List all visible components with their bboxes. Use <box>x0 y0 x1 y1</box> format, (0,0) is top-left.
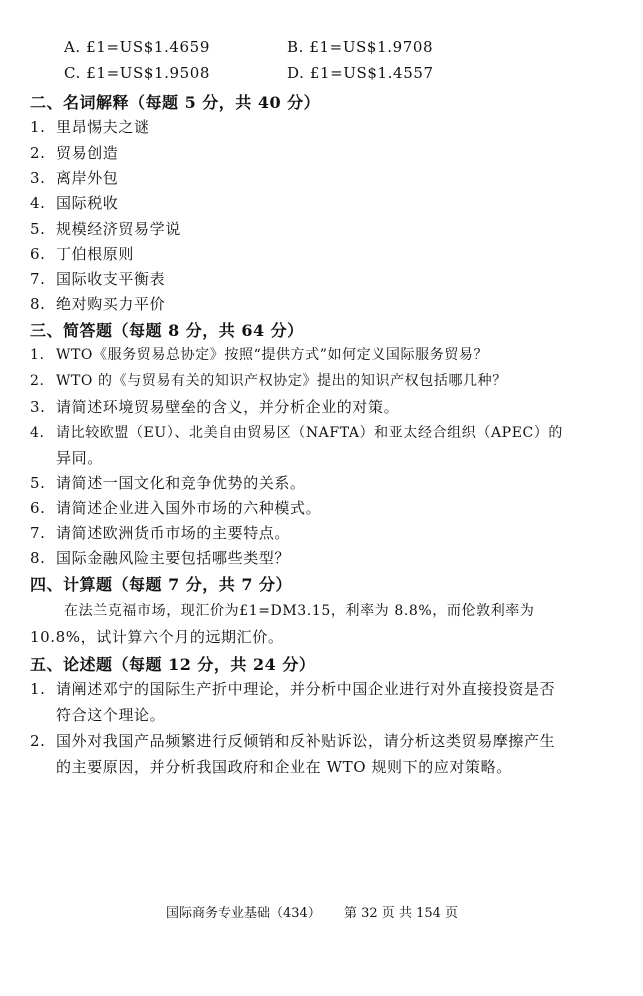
list-item: 1. WTO《服务贸易总协定》按照“提供方式”如何定义国际服务贸易？ <box>30 347 489 363</box>
choice-d: D. £1=US$1.4557 <box>287 64 434 82</box>
list-item: 8. 国际金融风险主要包括哪些类型？ <box>30 549 291 567</box>
list-item: 2. 贸易创造 <box>30 144 119 162</box>
list-item: 2. WTO 的《与贸易有关的知识产权协定》提出的知识产权包括哪几种？ <box>30 373 507 389</box>
footer-page-number: 第 32 页 共 154 页 <box>344 906 459 921</box>
list-item: 1. 里昂惕夫之谜 <box>30 118 150 136</box>
section2-heading: 二、名词解释（每题 5 分，共 40 分） <box>30 93 321 112</box>
choice-a: A. £1=US$1.4659 <box>64 38 210 56</box>
choice-b: B. £1=US$1.9708 <box>287 38 434 56</box>
footer-course: 国际商务专业基础（434） <box>166 906 321 921</box>
list-item: 6. 请简述企业进入国外市场的六种模式。 <box>30 499 322 517</box>
section3-heading: 三、简答题（每题 8 分，共 64 分） <box>30 321 304 340</box>
list-item-continuation: 异同。 <box>56 449 103 467</box>
list-item: 7. 请简述欧洲货币市场的主要特点。 <box>30 524 291 542</box>
list-item: 2. 国外对我国产品频繁进行反倾销和反补贴诉讼，请分析这类贸易摩擦产生 <box>30 732 556 750</box>
list-item-continuation: 符合这个理论。 <box>56 706 166 724</box>
list-item: 1. 请阐述邓宁的国际生产折中理论，并分析中国企业进行对外直接投资是否 <box>30 680 556 698</box>
paragraph-line: 10.8%，试计算六个月的远期汇价。 <box>30 628 284 646</box>
list-item: 7. 国际收支平衡表 <box>30 270 166 288</box>
list-item: 4. 请比较欧盟（EU）、北美自由贸易区（NAFTA）和亚太经合组织（APEC）的 <box>30 425 564 441</box>
section5-heading: 五、论述题（每题 12 分，共 24 分） <box>30 655 316 674</box>
list-item: 3. 请简述环境贸易壁垒的含义，并分析企业的对策。 <box>30 398 400 416</box>
choice-c: C. £1=US$1.9508 <box>64 64 211 82</box>
list-item: 5. 请简述一国文化和竞争优势的关系。 <box>30 474 306 492</box>
list-item-continuation: 的主要原因，并分析我国政府和企业在 WTO 规则下的应对策略。 <box>56 758 512 776</box>
section4-heading: 四、计算题（每题 7 分，共 7 分） <box>30 575 293 594</box>
paragraph-line: 在法兰克福市场，现汇价为£1=DM3.15，利率为 8.8%，而伦敦利率为 <box>64 603 535 619</box>
list-item: 6. 丁伯根原则 <box>30 245 135 263</box>
list-item: 8. 绝对购买力平价 <box>30 295 166 313</box>
list-item: 5. 规模经济贸易学说 <box>30 220 181 238</box>
list-item: 3. 离岸外包 <box>30 169 119 187</box>
list-item: 4. 国际税收 <box>30 194 119 212</box>
